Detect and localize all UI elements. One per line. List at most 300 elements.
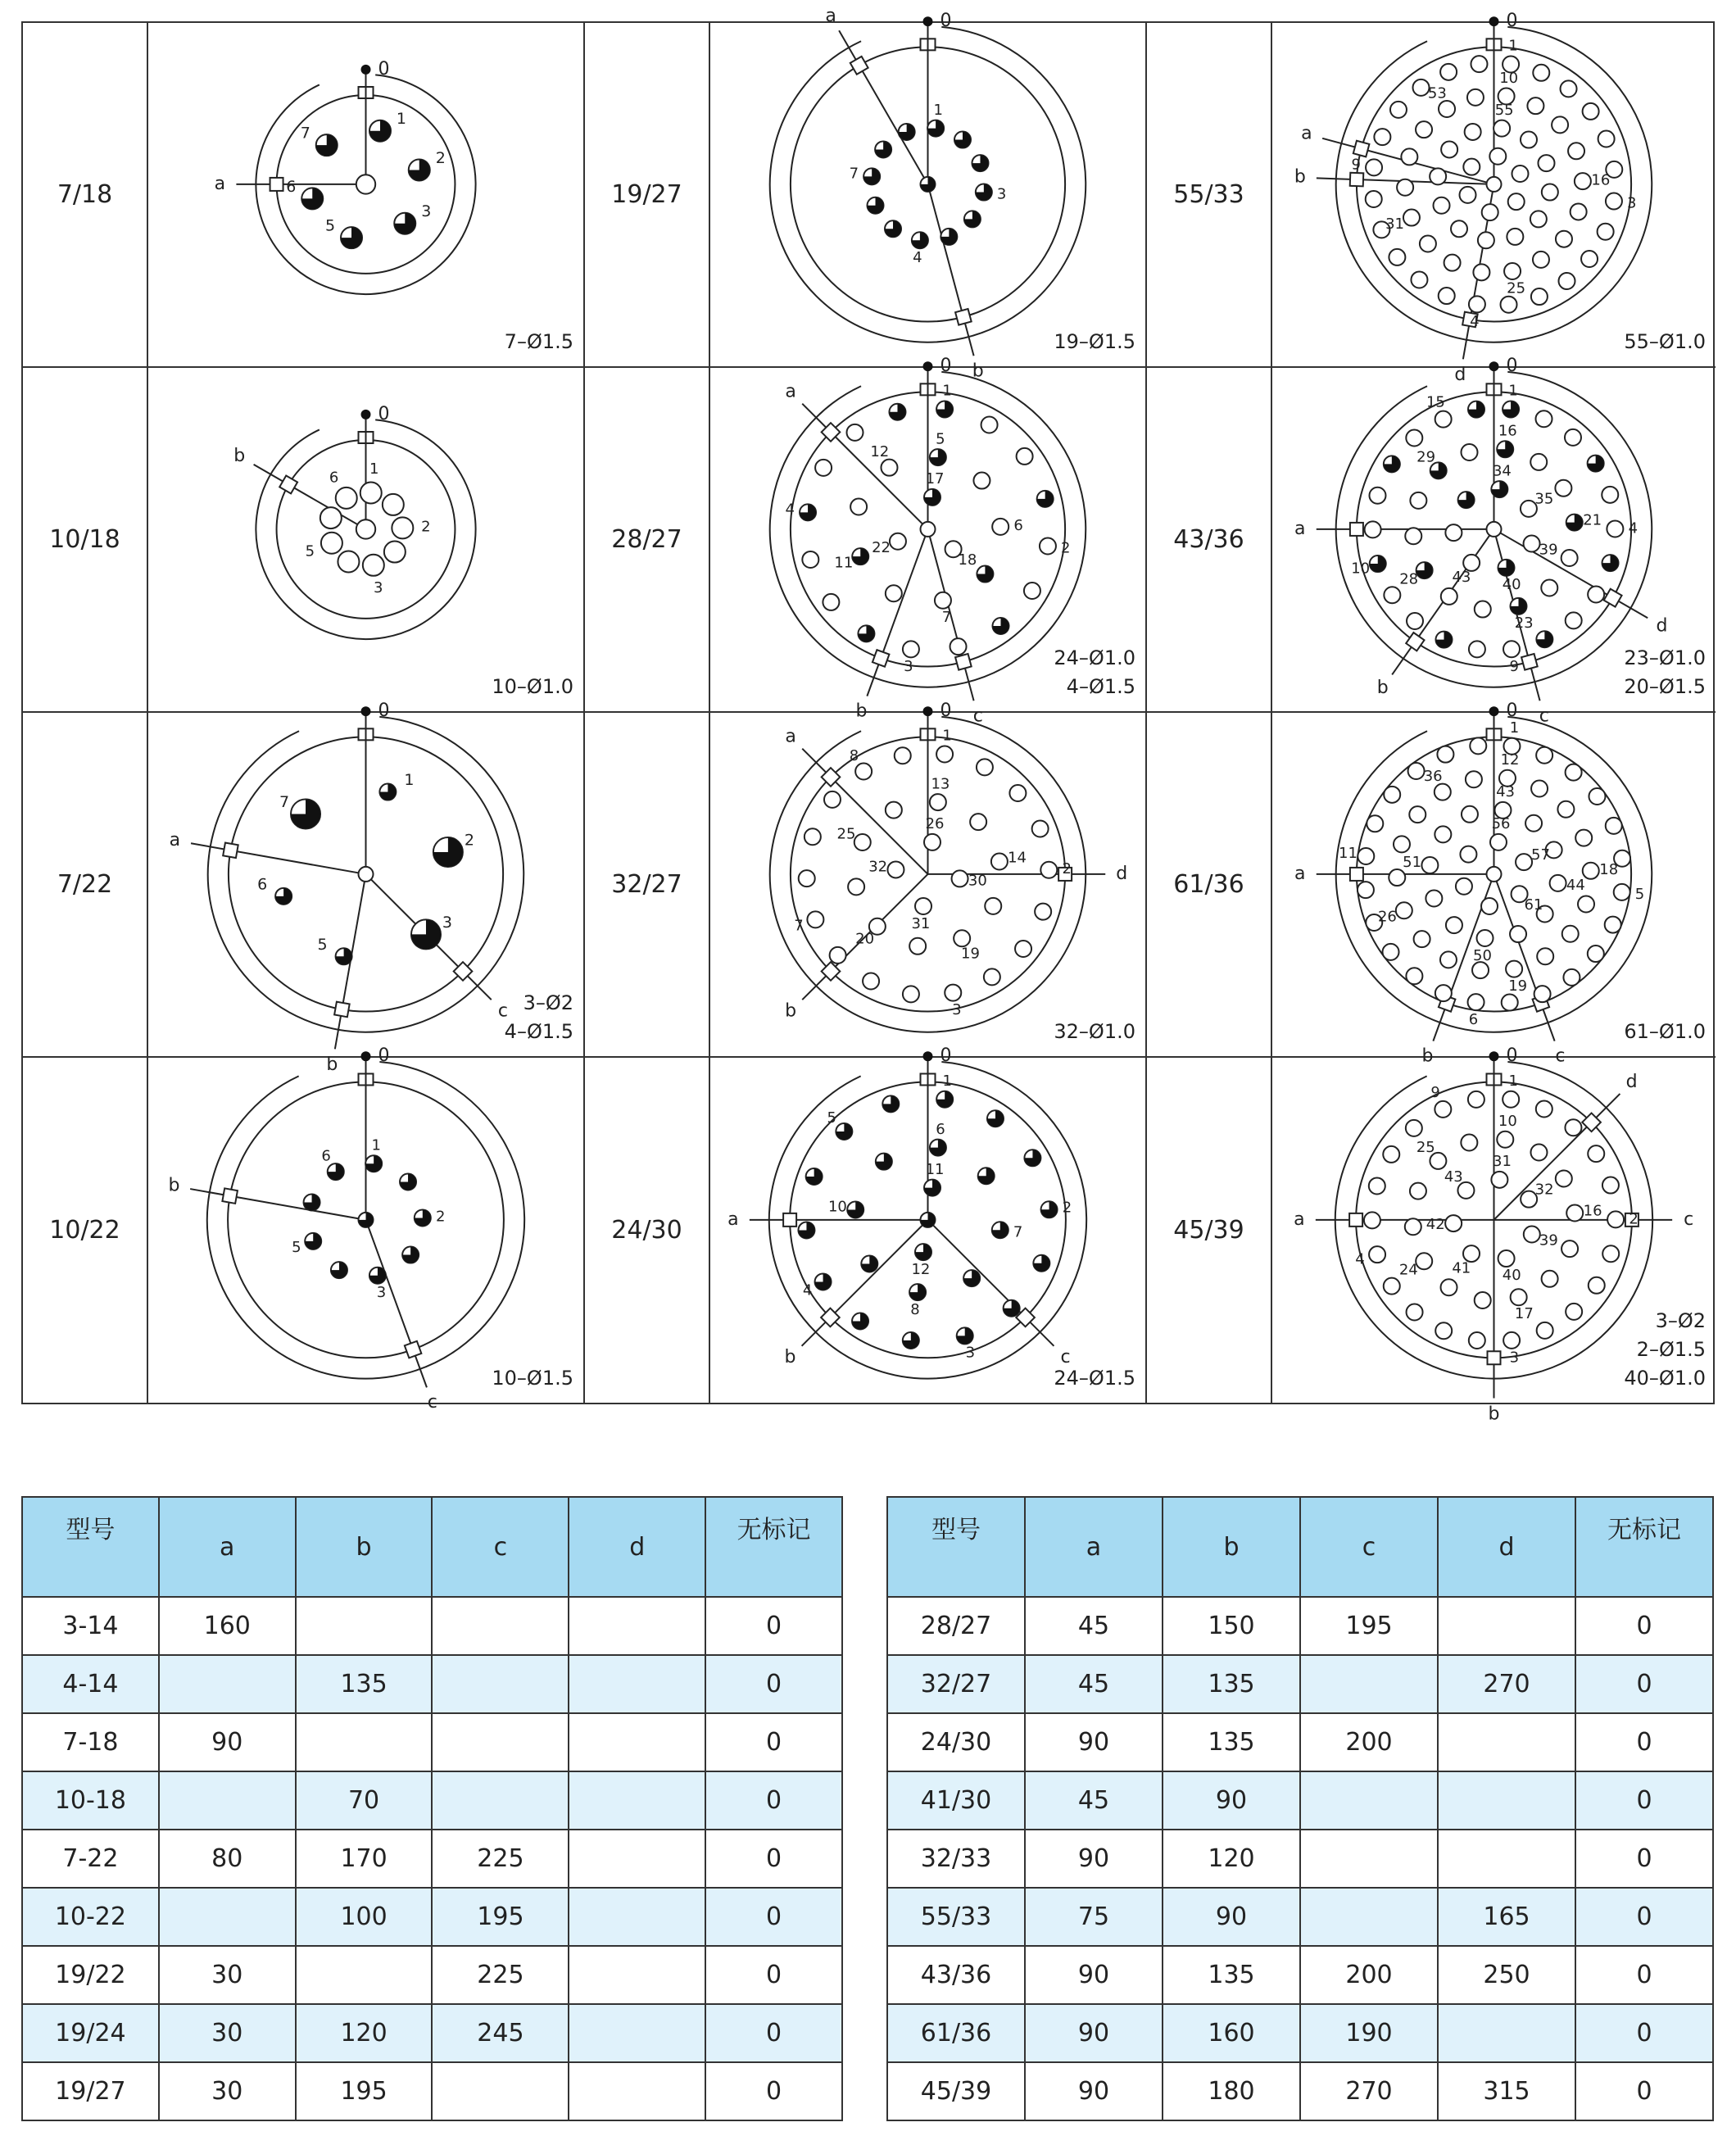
pin-contact [1561, 550, 1578, 566]
pin-contact [1602, 1245, 1619, 1262]
pin-number: 18 [958, 551, 977, 569]
table-cell: 32/27 [887, 1655, 1025, 1713]
pin-contact [1396, 902, 1412, 918]
model-label: 28/27 [585, 368, 710, 713]
key-label: b [1294, 166, 1306, 188]
table-cell: 30 [159, 2062, 296, 2120]
pin-contact [1614, 884, 1630, 900]
table-cell: 19/27 [22, 2062, 159, 2120]
table-row [887, 1655, 1713, 1713]
table-cell: 90 [1163, 1771, 1300, 1830]
pin-contact [1538, 155, 1554, 171]
table-cell: 135 [1163, 1946, 1300, 2004]
table-cell: 0 [1575, 1713, 1713, 1771]
table-cell: 270 [1300, 2062, 1438, 2120]
pin-contact [1407, 613, 1423, 629]
pin-contact [1542, 184, 1558, 201]
pin-number: 6 [257, 875, 268, 894]
model-label: 43/36 [1147, 368, 1272, 713]
header-c: c [1300, 1497, 1438, 1597]
pin-number: 8 [910, 1300, 920, 1318]
pin-contact [1401, 148, 1417, 165]
pin-contact [1542, 1271, 1558, 1287]
table-cell [1300, 1771, 1438, 1830]
table-cell: 43/36 [887, 1946, 1025, 2004]
table-cell: 200 [1300, 1713, 1438, 1771]
pin-number: 3 [965, 1344, 976, 1362]
pin-number: 34 [1492, 462, 1512, 480]
pin-contact [1533, 65, 1549, 81]
pin-contact [1406, 968, 1422, 984]
pin-contact [1414, 931, 1430, 947]
pin-number: 16 [1498, 422, 1517, 440]
pin-contact [1469, 641, 1485, 657]
pin-contact [320, 507, 342, 528]
table-cell [1438, 2004, 1575, 2062]
key-slot [223, 843, 238, 859]
table-row [22, 2004, 842, 2062]
pin-contact [1015, 941, 1031, 957]
key-slot [334, 1002, 350, 1018]
pin-number: 5 [292, 1239, 301, 1257]
pin-contact [1524, 1227, 1540, 1243]
pin-number: 25 [1507, 279, 1526, 297]
pin-number: 17 [925, 470, 945, 488]
pin-contact [1598, 224, 1614, 240]
pin-number: 43 [1452, 569, 1471, 587]
pin-number: 7 [300, 124, 310, 143]
table-cell: 0 [705, 1655, 842, 1713]
pin-spec-line: 24–Ø1.5 [1054, 1367, 1135, 1390]
zero-dot [361, 706, 371, 716]
table-cell: 45 [1025, 1597, 1163, 1655]
key-label: d [1625, 1071, 1638, 1092]
header-a: a [1025, 1497, 1163, 1597]
connector-diagram [148, 1045, 585, 1413]
pin-contact [1384, 787, 1400, 803]
pin-contact [1410, 492, 1426, 509]
key-slot [405, 1341, 422, 1358]
pin-number: 11 [834, 554, 854, 572]
table-cell: 100 [296, 1888, 433, 1946]
pin-contact [1040, 862, 1057, 878]
zero-dot [1489, 361, 1499, 371]
connector-diagram [1272, 701, 1716, 1067]
pin-contact [815, 460, 832, 476]
pin-contact [1439, 288, 1455, 304]
key-label: a [785, 381, 796, 402]
pin-number: 1 [404, 771, 415, 790]
pin-spec-line: 10–Ø1.5 [492, 1367, 573, 1390]
pin-contact [1383, 1146, 1399, 1163]
table-cell [1438, 1771, 1575, 1830]
pin-contact [890, 533, 906, 550]
pin-number: 3 [421, 202, 432, 221]
key-label: b [1376, 677, 1389, 698]
pin-contact [1530, 454, 1547, 470]
pin-contact [1441, 588, 1457, 605]
pin-number: 2 [435, 148, 446, 167]
header-d: d [1438, 1497, 1575, 1597]
table-cell [432, 1771, 569, 1830]
table-cell: 0 [705, 1946, 842, 2004]
table-row [887, 1771, 1713, 1830]
pin-contact [1467, 89, 1484, 106]
model-label: 7/22 [23, 713, 148, 1058]
table-row [22, 2062, 842, 2120]
pin-spec-line: 4–Ø1.5 [1066, 675, 1135, 698]
pin-spec [1054, 328, 1135, 356]
connector-face-svg [148, 23, 583, 366]
table-cell: 90 [1025, 2062, 1163, 2120]
table-cell: 0 [1575, 1771, 1713, 1830]
pin-contact [1460, 187, 1476, 203]
table-cell: 270 [1438, 1655, 1575, 1713]
pin-contact [1598, 131, 1615, 147]
table-cell: 120 [1163, 1830, 1300, 1888]
pin-contact [921, 522, 936, 537]
pin-number: 43 [1444, 1168, 1463, 1186]
pin-contact [1421, 857, 1438, 873]
key-slot [1604, 589, 1622, 607]
pin-contact [1487, 522, 1502, 537]
pin-contact [1571, 203, 1587, 220]
pin-contact [1426, 890, 1442, 906]
table-cell [1438, 1597, 1575, 1655]
zero-dot [923, 1051, 933, 1061]
table-cell [569, 2004, 705, 2062]
connector-face-svg [1272, 11, 1716, 386]
pin-contact [805, 828, 821, 845]
table-header-row [887, 1497, 1713, 1597]
table-cell: 190 [1300, 2004, 1438, 2062]
pin-number: 4 [802, 1281, 813, 1299]
pin-contact [1439, 101, 1455, 117]
pin-contact [1408, 763, 1425, 779]
pin-number: 9 [1430, 1083, 1440, 1101]
key-slot [1406, 633, 1424, 651]
key-label: b [785, 1000, 797, 1022]
pin-contact [1487, 867, 1502, 882]
header-d: d [569, 1497, 705, 1597]
pin-contact [935, 592, 951, 609]
pin-contact [1589, 1277, 1605, 1294]
key-label: c [972, 705, 983, 727]
pin-contact [1409, 806, 1426, 823]
pin-contact [1541, 580, 1557, 596]
pin-contact [356, 175, 375, 193]
pin-contact [1469, 1332, 1485, 1349]
zero-label: 0 [1506, 356, 1518, 377]
table-cell: 195 [1300, 1597, 1438, 1655]
table-row [887, 1888, 1713, 1946]
connector-face-svg [148, 1045, 583, 1413]
pin-contact [1588, 586, 1604, 602]
pin-number: 29 [1416, 448, 1436, 466]
pin-number: 1 [942, 1072, 952, 1090]
key-label: a [1294, 863, 1306, 884]
pin-number: 2 [436, 1208, 446, 1226]
pin-spec-line: 24–Ø1.0 [1054, 646, 1135, 669]
zero-dot [1489, 1051, 1499, 1061]
pin-contact [1489, 148, 1506, 165]
connector-face-svg [710, 701, 1145, 1056]
pin-number: 55 [1494, 101, 1514, 119]
pin-number: 22 [872, 538, 891, 556]
pin-contact [1032, 821, 1049, 837]
key-label: c [497, 1000, 508, 1022]
pin-number: 4 [785, 501, 795, 519]
pin-contact [1565, 1119, 1581, 1136]
pin-contact [903, 641, 919, 657]
pin-contact [1566, 1204, 1583, 1221]
pin-contact [1358, 882, 1374, 898]
pin-contact [1463, 159, 1480, 175]
pin-contact [1490, 834, 1507, 850]
pin-contact [1017, 448, 1033, 465]
pin-contact [1566, 764, 1582, 781]
table-cell: 90 [1025, 2004, 1163, 2062]
pin-contact [887, 861, 904, 878]
pin-contact [823, 594, 839, 610]
table-row [887, 1713, 1713, 1771]
pin-contact [1565, 429, 1581, 446]
zero-dot [923, 361, 933, 371]
table-cell [1438, 1713, 1575, 1771]
pin-spec-line: 55–Ø1.0 [1624, 330, 1706, 353]
key-slot [850, 57, 868, 75]
pin-contact [1568, 143, 1584, 159]
table-cell [1300, 1655, 1438, 1713]
table-cell: 0 [1575, 2004, 1713, 2062]
pin-contact [1552, 116, 1568, 133]
pin-contact [1366, 159, 1382, 175]
pin-contact [1536, 410, 1552, 427]
key-slot [1349, 1213, 1362, 1227]
table-cell: 0 [705, 2062, 842, 2120]
key-label: c [1539, 705, 1549, 727]
pin-spec [492, 673, 573, 701]
pin-contact [1040, 538, 1056, 555]
key-slot [1521, 654, 1538, 670]
pin-number: 13 [931, 775, 950, 793]
pin-contact [992, 519, 1009, 535]
pin-contact [1525, 815, 1542, 832]
table-row [22, 1771, 842, 1830]
table-row [22, 1655, 842, 1713]
pin-number: 10 [1351, 560, 1371, 578]
table-cell: 10-22 [22, 1888, 159, 1946]
connector-face-svg [710, 5, 1145, 382]
table-cell: 3-14 [22, 1597, 159, 1655]
table-cell: 7-18 [22, 1713, 159, 1771]
pin-contact [985, 898, 1001, 914]
table-cell [569, 1771, 705, 1830]
pin-number: 3 [376, 1284, 387, 1302]
pin-number: 19 [961, 945, 980, 963]
pin-number: 31 [911, 914, 931, 932]
table-cell [1300, 1830, 1438, 1888]
pin-number: 19 [1508, 977, 1528, 995]
table-row [887, 2004, 1713, 2062]
pin-contact [1435, 826, 1451, 842]
pin-contact [909, 938, 926, 955]
zero-dot [1489, 706, 1499, 716]
pin-contact [1550, 875, 1566, 891]
pin-spec-line: 2–Ø1.5 [1636, 1338, 1706, 1361]
pin-number: 3 [1627, 194, 1637, 212]
pin-contact [954, 930, 970, 946]
pin-number: 32 [1534, 1181, 1554, 1199]
pin-contact [1475, 601, 1491, 618]
pin-contact [1607, 520, 1623, 537]
zero-label: 0 [378, 58, 390, 79]
key-label: d [1454, 365, 1466, 386]
pin-contact [1497, 1131, 1513, 1148]
zero-dot [361, 1051, 371, 1061]
pin-contact [1389, 869, 1405, 886]
pin-contact [1575, 173, 1591, 189]
pin-contact [1468, 1091, 1484, 1108]
pin-spec-line: 10–Ø1.0 [492, 675, 573, 698]
pin-number: 8 [849, 746, 859, 764]
table-cell [569, 1655, 705, 1713]
table-cell: 0 [1575, 1597, 1713, 1655]
table-cell: 70 [296, 1771, 433, 1830]
pin-spec-line: 23–Ø1.0 [1624, 646, 1706, 669]
table-cell: 0 [705, 1771, 842, 1830]
connector-diagram [710, 701, 1147, 1058]
pin-contact [1531, 288, 1548, 305]
zero-label: 0 [1506, 701, 1518, 722]
pin-contact [1473, 264, 1489, 280]
pin-contact [1534, 986, 1551, 1002]
zero-label: 0 [378, 1045, 390, 1067]
table-row [22, 1830, 842, 1888]
pin-number: 1 [369, 460, 379, 478]
pin-number: 3 [1509, 1349, 1520, 1367]
pin-number: 18 [1599, 861, 1619, 879]
pin-contact [1435, 985, 1452, 1001]
pin-number: 11 [1339, 844, 1358, 862]
zero-label: 0 [940, 701, 952, 722]
connector-face-svg [148, 368, 583, 711]
key-line [928, 184, 974, 356]
pin-contact [1462, 806, 1478, 823]
key-slot [955, 654, 972, 670]
pin-number: 61 [1524, 896, 1543, 914]
pin-contact [886, 585, 902, 601]
pin-contact [1444, 255, 1461, 271]
pin-contact [1446, 917, 1462, 933]
pin-contact [1566, 1304, 1582, 1320]
pin-number: 1 [371, 1136, 381, 1154]
table-cell [1438, 1830, 1575, 1888]
pin-number: 2 [421, 518, 431, 536]
connector-diagram [1272, 1045, 1716, 1425]
table-cell [569, 2062, 705, 2120]
table-cell: 250 [1438, 1946, 1575, 2004]
table-cell: 24/30 [887, 1713, 1025, 1771]
table-cell: 160 [1163, 2004, 1300, 2062]
pin-contact [359, 867, 374, 882]
pin-contact [1506, 961, 1522, 977]
key-angle-table-left [21, 1496, 843, 2121]
table-cell [432, 1655, 569, 1713]
pin-contact [1384, 1278, 1400, 1295]
key-label: c [1555, 1045, 1566, 1067]
pin-contact [1530, 211, 1547, 227]
pin-spec [1624, 1018, 1706, 1046]
table-cell: 0 [705, 1597, 842, 1655]
pin-contact [1383, 944, 1399, 960]
connector-diagram [1272, 356, 1716, 727]
connector-diagram [710, 356, 1147, 727]
model-label: 55/33 [1147, 23, 1272, 368]
pin-contact [1024, 583, 1040, 599]
pin-contact [1588, 1145, 1604, 1162]
table-row [22, 1888, 842, 1946]
model-label: 7/18 [23, 23, 148, 368]
pin-number: 35 [1534, 490, 1554, 508]
table-cell [296, 1713, 433, 1771]
pin-contact [1465, 124, 1481, 140]
table-cell: 0 [705, 2004, 842, 2062]
table-cell: 45 [1025, 1655, 1163, 1713]
pin-spec-line: 20–Ø1.5 [1624, 675, 1706, 698]
pin-contact [1527, 98, 1543, 114]
key-label: d [1116, 863, 1128, 884]
table-cell: 160 [159, 1597, 296, 1655]
pin-number: 39 [1539, 1231, 1558, 1249]
pin-contact [1410, 1183, 1426, 1199]
table-cell: 32/33 [887, 1830, 1025, 1888]
key-label: a [1294, 1209, 1305, 1230]
table-cell [432, 2062, 569, 2120]
pin-number: 6 [321, 1147, 331, 1165]
model-label: 45/39 [1147, 1058, 1272, 1403]
table-cell [296, 1597, 433, 1655]
key-label: a [1301, 123, 1312, 144]
header-c: c [432, 1497, 569, 1597]
pin-contact [1358, 848, 1374, 864]
pin-contact [1416, 121, 1432, 138]
pin-contact [1405, 1218, 1421, 1235]
key-slot [279, 476, 297, 494]
pin-contact [1607, 1211, 1624, 1227]
table-cell: 45/39 [887, 2062, 1025, 2120]
key-slot [1350, 868, 1363, 881]
key-line [366, 1220, 427, 1388]
pin-contact [1466, 771, 1482, 787]
table-cell: 135 [296, 1655, 433, 1713]
pin-contact [1430, 168, 1446, 184]
pin-contact [1369, 1246, 1385, 1263]
pin-number: 4 [1470, 313, 1480, 331]
key-label: a [214, 173, 226, 194]
pin-contact [1475, 1292, 1491, 1308]
pin-contact [1530, 1144, 1547, 1160]
pin-contact [855, 764, 872, 780]
table-cell: 0 [1575, 2062, 1713, 2120]
pin-contact [1471, 56, 1487, 72]
pin-contact [1406, 1120, 1422, 1136]
pin-spec-line: 19–Ø1.5 [1054, 330, 1135, 353]
pin-contact [886, 802, 902, 819]
pin-contact [973, 473, 990, 489]
pin-number: 2 [1062, 1199, 1072, 1217]
pin-number: 40 [1502, 1267, 1521, 1285]
